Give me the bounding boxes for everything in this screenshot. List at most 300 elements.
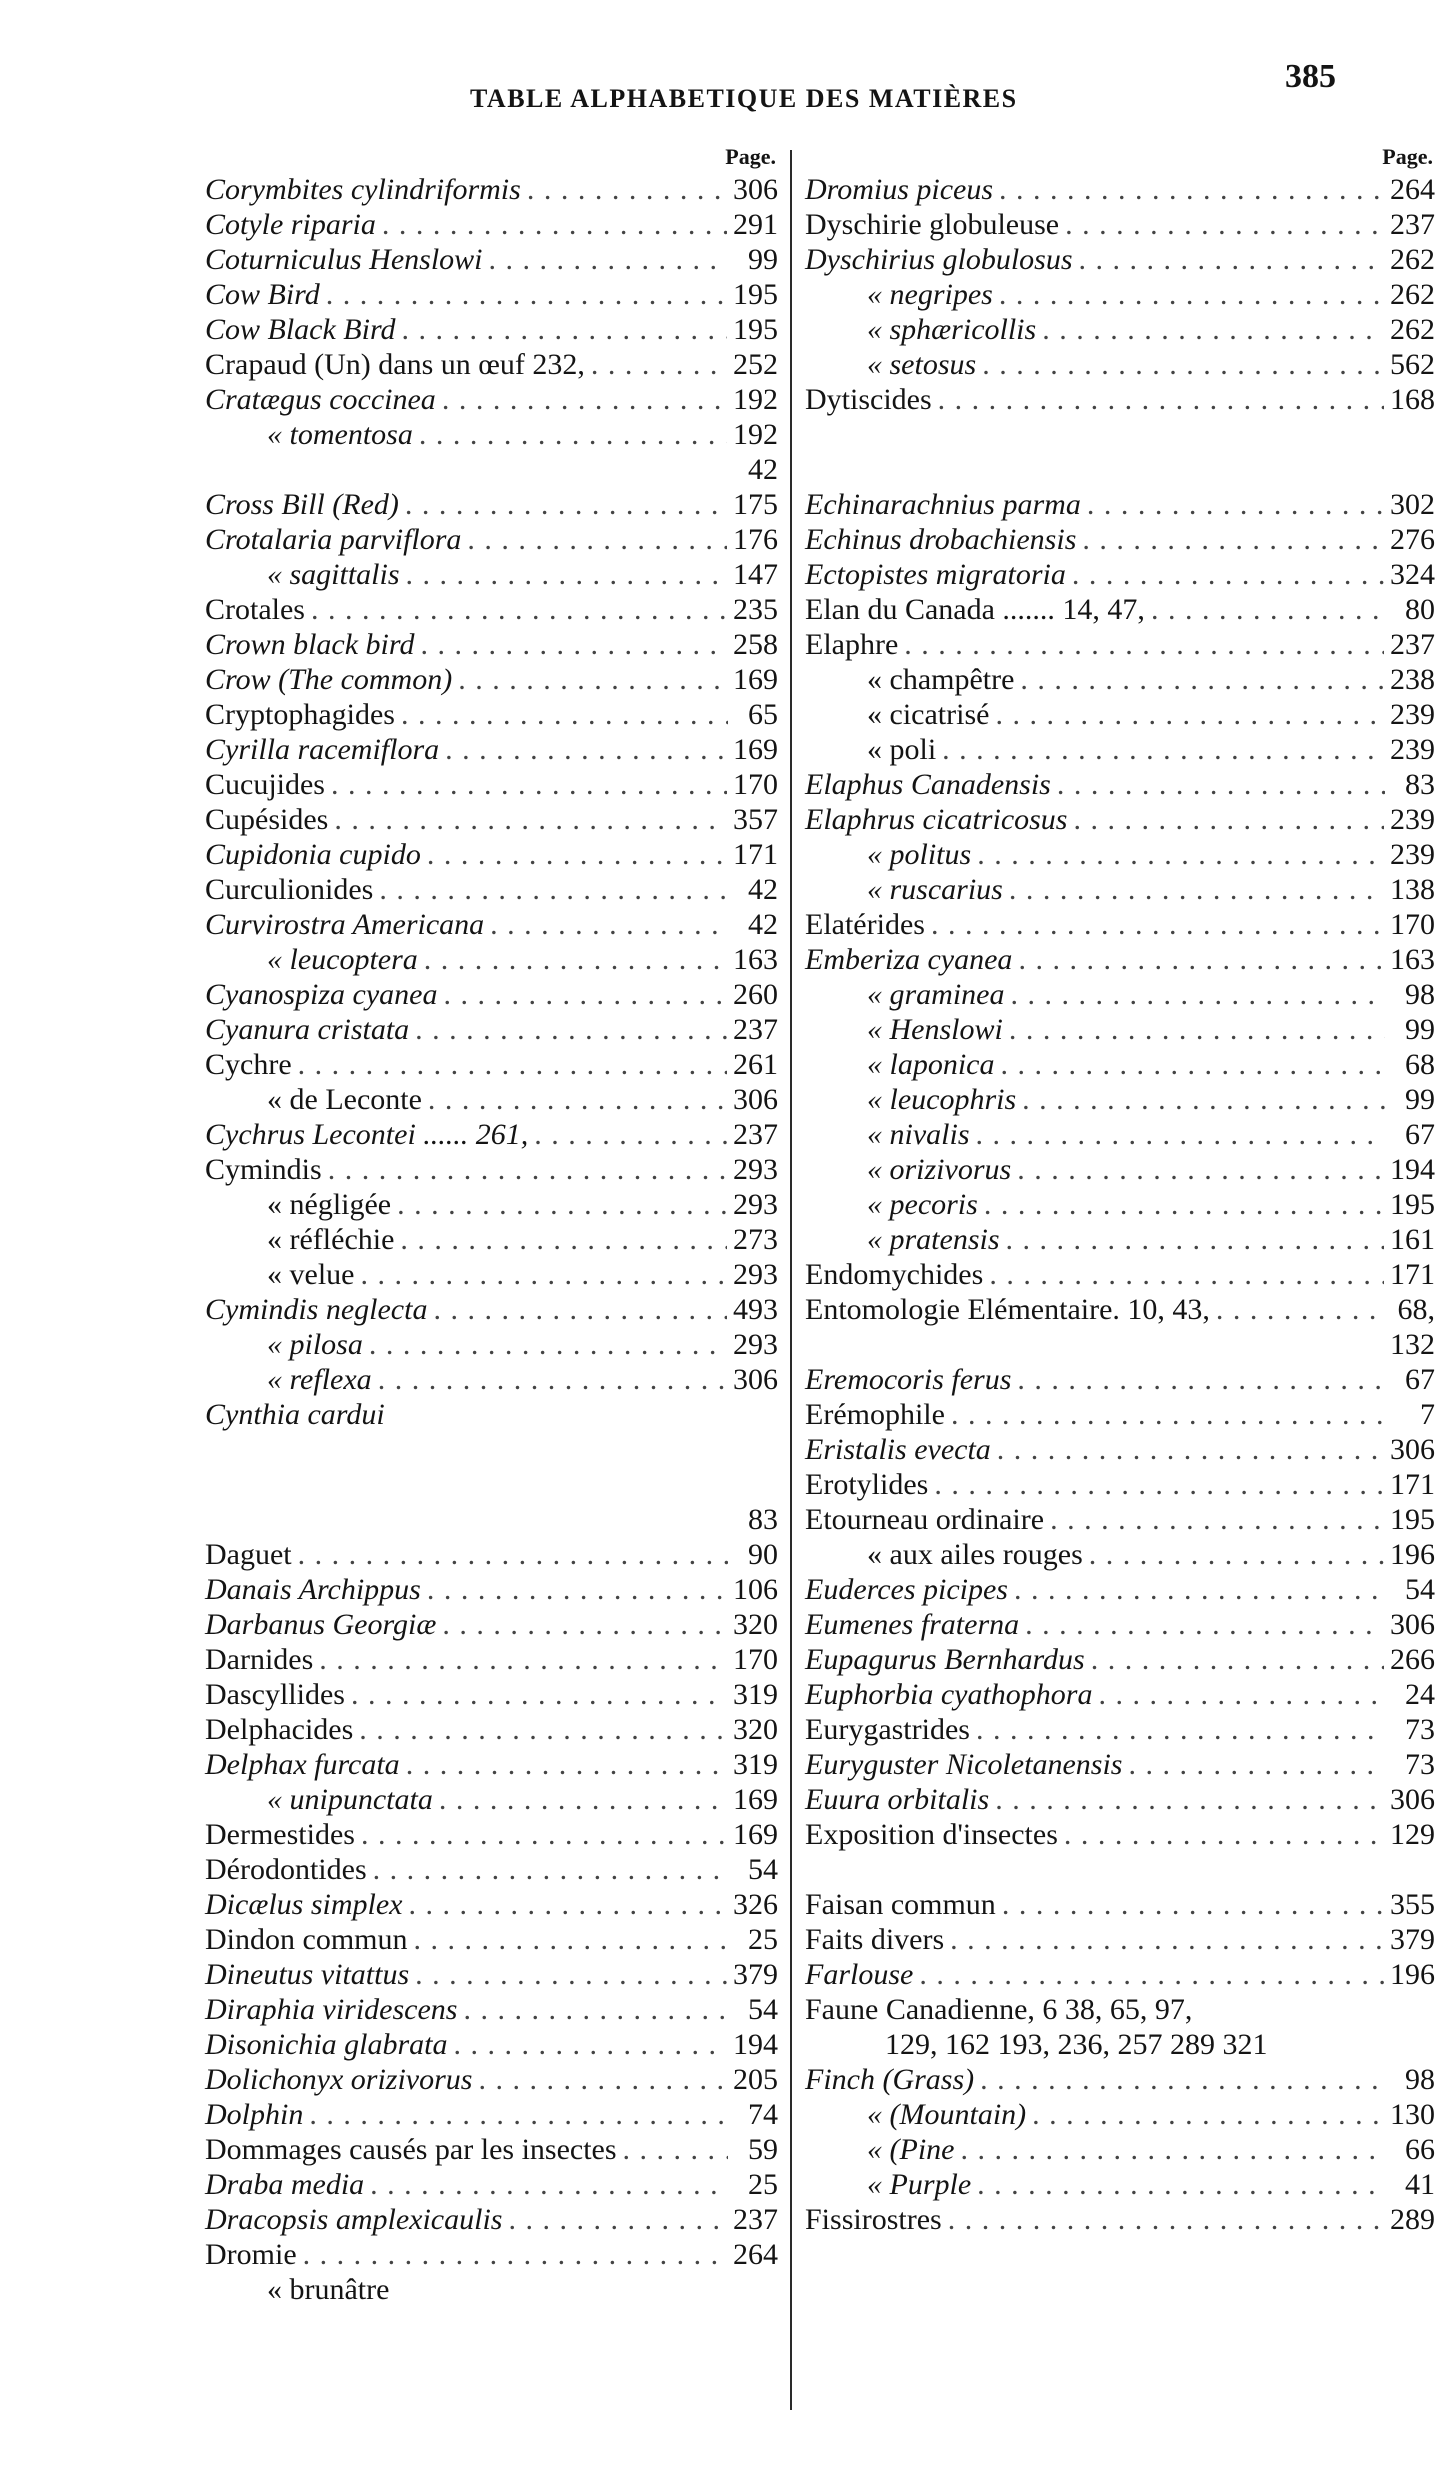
entry-term: « réfléchie: [267, 1223, 395, 1256]
index-entry: [205, 872, 778, 907]
index-entry: [205, 1537, 778, 1572]
index-entry: [805, 347, 1435, 382]
index-entry: [805, 942, 1435, 977]
leader-dots: [1057, 767, 1385, 802]
entry-term: Emberiza cyanea: [805, 943, 1013, 976]
entry-page-number: 357: [733, 803, 778, 836]
index-entry: [205, 1012, 778, 1047]
leader-dots: [402, 312, 727, 347]
entry-page-number: 355: [1390, 1888, 1435, 1921]
entry-term: Crow (The common): [205, 663, 453, 696]
entry-term: « négligée: [267, 1188, 392, 1221]
entry-term: « champêtre: [867, 663, 1015, 696]
index-entry: [205, 1397, 778, 1432]
leader-dots: [919, 1957, 1384, 1992]
index-entry: [805, 2062, 1435, 2097]
entry-page-number: 235: [733, 593, 778, 626]
leader-dots: [334, 802, 727, 837]
index-entry: [205, 592, 778, 627]
index-entry: [805, 732, 1435, 767]
index-entry: [805, 1572, 1435, 1607]
entry-page-number: 562: [1390, 348, 1435, 381]
entry-page-number: 196: [1390, 1538, 1435, 1571]
page-title: TABLE ALPHABETIQUE DES MATIÈRES: [470, 84, 1018, 113]
entry-term: Dolichonyx orizivorus: [205, 2063, 473, 2096]
index-entry: [805, 557, 1435, 592]
leader-dots: [989, 1257, 1384, 1292]
entry-page-number: 170: [733, 768, 778, 801]
entry-page-number: 54: [748, 1993, 778, 2026]
entry-term: Delphax furcata: [205, 1748, 400, 1781]
entry-page-number: 237: [1390, 208, 1435, 241]
leader-dots: [980, 2062, 1385, 2097]
entry-term: « leucoptera: [267, 943, 418, 976]
leader-dots: [443, 977, 727, 1012]
entry-page-number: 163: [1390, 943, 1435, 976]
entry-page-number: 262: [1390, 243, 1435, 276]
index-entry: [205, 1712, 778, 1747]
entry-term: « velue: [267, 1258, 355, 1291]
index-entry: [805, 1222, 1435, 1257]
index-entry: [205, 1607, 778, 1642]
index-entry: [805, 1712, 1435, 1747]
leader-dots: [397, 1187, 727, 1222]
entry-page-number: 237: [1390, 628, 1435, 661]
entry-term: Crown black bird: [205, 628, 415, 661]
leader-dots: [415, 1012, 727, 1047]
index-entry: [205, 732, 778, 767]
index-entry: [205, 1432, 778, 1467]
entry-term: Dytiscides: [805, 383, 932, 416]
entry-term: Elaphre: [805, 628, 899, 661]
entry-term: « aux ailes rouges: [867, 1538, 1083, 1571]
leader-dots: [424, 942, 727, 977]
entry-page-number: 276: [1390, 523, 1435, 556]
entry-page-number: 195: [733, 278, 778, 311]
index-entry: [805, 417, 1435, 452]
leader-dots: [359, 1712, 727, 1747]
leader-dots: [1065, 207, 1384, 242]
index-entry: [805, 487, 1435, 522]
entry-page-number: 129: [1390, 1818, 1435, 1851]
leader-dots: [419, 417, 727, 452]
index-entry: [205, 347, 778, 382]
leader-dots: [951, 1397, 1385, 1432]
entry-page-number: 90: [748, 1538, 778, 1571]
index-entry: [205, 1642, 778, 1677]
left-entry-list: [205, 172, 778, 2307]
index-entry: [805, 1747, 1435, 1782]
index-entry: [205, 207, 778, 242]
index-entry: [805, 1257, 1435, 1292]
entry-term: « cicatrisé: [867, 698, 990, 731]
leader-dots: [1017, 1152, 1384, 1187]
entry-term: Entomologie Elémentaire. 10, 43,: [805, 1293, 1210, 1326]
leader-dots: [1098, 1677, 1385, 1712]
index-entry: [205, 277, 778, 312]
entry-page-number: 237: [733, 1118, 778, 1151]
leader-dots: [370, 2167, 728, 2202]
entry-term: « ruscarius: [867, 873, 1003, 906]
entry-page-number: 306: [733, 1083, 778, 1116]
entry-term: Finch (Grass): [805, 2063, 975, 2096]
leader-dots: [1050, 1502, 1384, 1537]
leader-dots: [982, 347, 1384, 382]
entry-page-number: 306: [1390, 1433, 1435, 1466]
entry-page-number: 306: [733, 1363, 778, 1396]
entry-term: « politus: [867, 838, 972, 871]
index-entry: [805, 627, 1435, 662]
entry-term: Elan du Canada ....... 14, 47,: [805, 593, 1145, 626]
leader-dots: [997, 1432, 1384, 1467]
entry-page-number: 74: [748, 2098, 778, 2131]
leader-dots: [623, 2132, 728, 2167]
index-entry: [805, 1012, 1435, 1047]
leader-dots: [1011, 977, 1386, 1012]
index-entry: [805, 1957, 1435, 1992]
entry-page-number: 42: [748, 873, 778, 906]
entry-page-number: 99: [1405, 1013, 1435, 1046]
entry-term: Faisan commun: [805, 1888, 996, 1921]
entry-term: Cotyle riparia: [205, 208, 376, 241]
leader-dots: [960, 2132, 1385, 2167]
entry-term: Erotylides: [805, 1468, 929, 1501]
entry-page-number: 261: [733, 1048, 778, 1081]
entry-page-number: 168: [1390, 383, 1435, 416]
entry-page-number: 138: [1390, 873, 1435, 906]
leader-dots: [999, 172, 1384, 207]
entry-page-number: 195: [1390, 1503, 1435, 1536]
entry-term: « sphæricollis: [867, 313, 1037, 346]
leader-dots: [1025, 1607, 1384, 1642]
leader-dots: [1079, 242, 1384, 277]
leader-dots: [984, 1187, 1384, 1222]
leader-dots: [1087, 487, 1384, 522]
index-entry: [205, 382, 778, 417]
index-entry: [805, 592, 1435, 627]
index-entry: [805, 1152, 1435, 1187]
leader-dots: [478, 2062, 727, 2097]
entry-page-number: 7: [1420, 1398, 1435, 1431]
entry-page-number: 379: [1390, 1923, 1435, 1956]
index-entry: [805, 522, 1435, 557]
entry-page-number: 169: [733, 733, 778, 766]
leader-dots: [439, 1782, 727, 1817]
index-entry: [205, 1572, 778, 1607]
entry-term: Corymbites cylindriformis: [205, 173, 521, 206]
entry-term: Eristalis evecta: [805, 1433, 991, 1466]
index-entry: [805, 1922, 1435, 1957]
index-entry: [805, 1992, 1435, 2027]
leader-dots: [976, 1712, 1385, 1747]
index-entry: [805, 1117, 1435, 1152]
index-entry: [205, 2237, 778, 2272]
entry-term: Etourneau ordinaire: [805, 1503, 1045, 1536]
entry-term: « de Leconte: [267, 1083, 422, 1116]
entry-page-number: 320: [733, 1608, 778, 1641]
leader-dots: [591, 347, 727, 382]
entry-page-number: 106: [733, 1573, 778, 1606]
entry-page-number: 24: [1405, 1678, 1435, 1711]
leader-dots: [442, 1607, 727, 1642]
entry-term: « Purple: [867, 2168, 972, 2201]
index-entry: [205, 1292, 778, 1327]
entry-term: « reflexa: [267, 1363, 372, 1396]
index-entry: [805, 697, 1435, 732]
index-entry: [805, 977, 1435, 1012]
entry-term: Cupidonia cupido: [205, 838, 421, 871]
entry-term: Euryguster Nicoletanensis: [805, 1748, 1123, 1781]
entry-page-number: 163: [733, 943, 778, 976]
entry-page-number: 171: [1390, 1258, 1435, 1291]
leader-dots: [1032, 2097, 1384, 2132]
index-entry: [205, 1467, 778, 1502]
index-entry: [805, 837, 1435, 872]
entry-page-number: 192: [733, 418, 778, 451]
entry-term: Crotales: [205, 593, 305, 626]
leader-dots: [405, 487, 727, 522]
index-entry: [205, 557, 778, 592]
entry-page-number: 252: [733, 348, 778, 381]
right-index-column: [805, 142, 1435, 2237]
entry-page-number: 59: [748, 2133, 778, 2166]
column-divider: [790, 150, 792, 2410]
leader-dots: [445, 732, 727, 767]
entry-page-number: 239: [1390, 698, 1435, 731]
index-entry: [805, 382, 1435, 417]
index-entry: [205, 417, 778, 452]
entry-page-number: 320: [733, 1713, 778, 1746]
entry-page-number: 80: [1405, 593, 1435, 626]
entry-page-number: 65: [748, 698, 778, 731]
index-entry: [205, 1222, 778, 1257]
entry-page-number: 67: [1405, 1118, 1435, 1151]
leader-dots: [995, 697, 1384, 732]
leader-dots: [433, 1292, 727, 1327]
index-entry: [205, 977, 778, 1012]
index-entry: [805, 1082, 1435, 1117]
leader-dots: [1151, 592, 1385, 627]
index-entry: [805, 1292, 1435, 1327]
entry-term: Cymindis: [205, 1153, 322, 1186]
entry-page-number: 25: [748, 1923, 778, 1956]
index-entry: [805, 802, 1435, 837]
leader-dots: [382, 207, 727, 242]
index-entry: [805, 2027, 1435, 2062]
index-entry: [805, 452, 1435, 487]
entry-page-number: 176: [733, 523, 778, 556]
index-entry: [205, 1817, 778, 1852]
index-entry: [805, 1607, 1435, 1642]
index-entry: [205, 1887, 778, 1922]
leader-dots: [950, 1922, 1384, 1957]
entry-term: « poli: [867, 733, 937, 766]
entry-term: Curculionides: [205, 873, 374, 906]
entry-term: « tomentosa: [267, 418, 413, 451]
entry-term: « brunâtre: [267, 2273, 390, 2306]
index-entry: [805, 1362, 1435, 1397]
entry-page-number: 293: [733, 1258, 778, 1291]
entry-term: Elaphrus cicatricosus: [805, 803, 1068, 836]
entry-term: Cyanospiza cyanea: [205, 978, 438, 1011]
entry-page-number: 262: [1390, 313, 1435, 346]
entry-term: « (Mountain): [867, 2098, 1027, 2131]
entry-page-number: 264: [1390, 173, 1435, 206]
entry-page-number: 291: [733, 208, 778, 241]
entry-page-number: 175: [733, 488, 778, 521]
leader-dots: [942, 732, 1384, 767]
entry-term: « nivalis: [867, 1118, 970, 1151]
entry-page-number: 324: [1390, 558, 1435, 591]
entry-term: « pecoris: [867, 1188, 978, 1221]
entry-page-number: 169: [733, 663, 778, 696]
leader-dots: [427, 837, 727, 872]
index-entry: [205, 1362, 778, 1397]
leader-dots: [995, 1782, 1384, 1817]
entry-term: Farlouse: [805, 1958, 914, 1991]
leader-dots: [298, 1047, 727, 1082]
leader-dots: [1072, 557, 1384, 592]
entry-page-number: 262: [1390, 278, 1435, 311]
index-entry: [805, 1782, 1435, 1817]
entry-page-number: 194: [733, 2028, 778, 2061]
entry-term: Draba media: [205, 2168, 365, 2201]
leader-dots: [938, 382, 1384, 417]
index-entry: [205, 1992, 778, 2027]
entry-term: « negripes: [867, 278, 993, 311]
entry-page-number: 319: [733, 1748, 778, 1781]
entry-term: Dommages causés par les insectes: [205, 2133, 617, 2166]
leader-dots: [442, 382, 727, 417]
entry-term: Cratægus coccinea: [205, 383, 436, 416]
entry-page-number: 306: [733, 173, 778, 206]
entry-term: Dromie: [205, 2238, 297, 2271]
leader-dots: [420, 627, 727, 662]
leader-dots: [1089, 1537, 1384, 1572]
left-index-column: [205, 142, 778, 2307]
index-entry: [205, 1187, 778, 1222]
entry-page-number: 41: [1405, 2168, 1435, 2201]
leader-dots: [328, 1152, 727, 1187]
index-entry: [805, 1677, 1435, 1712]
leader-dots: [1074, 802, 1385, 837]
index-entry: [805, 1887, 1435, 1922]
leader-dots: [351, 1677, 727, 1712]
entry-page-number: 237: [733, 1013, 778, 1046]
entry-term: Darbanus Georgiæ: [205, 1608, 437, 1641]
leader-dots: [415, 1957, 727, 1992]
entry-term: Eremocoris ferus: [805, 1363, 1012, 1396]
entry-term: Cyrilla racemiflora: [205, 733, 440, 766]
entry-page-number: 319: [733, 1678, 778, 1711]
entry-term: Dérodontides: [205, 1853, 367, 1886]
index-entry: [205, 452, 778, 487]
leader-dots: [1064, 1817, 1384, 1852]
index-entry: [205, 312, 778, 347]
index-entry: [805, 312, 1435, 347]
leader-dots: [326, 277, 727, 312]
entry-term: « (Pine: [867, 2133, 955, 2166]
entry-page-number: 293: [733, 1188, 778, 1221]
leader-dots: [1216, 1292, 1385, 1327]
leader-dots: [490, 907, 728, 942]
leader-dots: [1006, 1222, 1384, 1257]
leader-dots: [427, 1572, 727, 1607]
index-entry: [805, 242, 1435, 277]
leader-dots: [331, 767, 727, 802]
index-entry: [205, 627, 778, 662]
entry-page-number: 293: [733, 1153, 778, 1186]
leader-dots: [378, 1362, 727, 1397]
entry-page-number: 98: [1405, 2063, 1435, 2096]
entry-page-number: 147: [733, 558, 778, 591]
leader-dots: [1002, 1887, 1384, 1922]
index-entry: [205, 2062, 778, 2097]
entry-page-number: 239: [1390, 803, 1435, 836]
entry-term: Dermestides: [205, 1818, 355, 1851]
index-entry: [805, 1432, 1435, 1467]
leader-dots: [904, 627, 1384, 662]
entry-page-number: 171: [1390, 1468, 1435, 1501]
entry-term: Dromius piceus: [805, 173, 994, 206]
entry-page-number: 289: [1390, 2203, 1435, 2236]
leader-dots: [1009, 1012, 1385, 1047]
entry-term: Danais Archippus: [205, 1573, 421, 1606]
index-entry: [805, 1047, 1435, 1082]
entry-term: Fissirostres: [805, 2203, 942, 2236]
entry-page-number: 264: [733, 2238, 778, 2271]
entry-page-number: 161: [1390, 1223, 1435, 1256]
index-entry: [205, 1502, 778, 1537]
index-entry: [805, 277, 1435, 312]
index-entry: [205, 1327, 778, 1362]
index-entry: [205, 2132, 778, 2167]
entry-term: 129, 162 193, 236, 257 289 321: [885, 2028, 1268, 2061]
leader-dots: [414, 1922, 729, 1957]
leader-dots: [311, 592, 727, 627]
index-entry: [205, 837, 778, 872]
entry-page-number: 493: [733, 1293, 778, 1326]
entry-page-number: 67: [1405, 1363, 1435, 1396]
entry-page-number: 42: [748, 453, 778, 486]
leader-dots: [361, 1817, 727, 1852]
index-entry: [205, 1082, 778, 1117]
entry-page-number: 195: [1390, 1188, 1435, 1221]
index-entry: [805, 172, 1435, 207]
entry-page-number: 66: [1405, 2133, 1435, 2166]
entry-term: Cyanura cristata: [205, 1013, 410, 1046]
entry-term: Euderces picipes: [805, 1573, 1008, 1606]
entry-term: Cychrus Lecontei ...... 261,: [205, 1118, 529, 1151]
entry-term: « Henslowi: [867, 1013, 1003, 1046]
entry-page-number: 99: [1405, 1083, 1435, 1116]
entry-term: « pilosa: [267, 1328, 363, 1361]
leader-dots: [1017, 1362, 1385, 1397]
leader-dots: [1128, 1747, 1385, 1782]
entry-term: Cychre: [205, 1048, 292, 1081]
entry-term: « unipunctata: [267, 1783, 433, 1816]
entry-term: Cryptophagides: [205, 698, 395, 731]
entry-term: Disonichia glabrata: [205, 2028, 448, 2061]
entry-page-number: 196: [1390, 1958, 1435, 1991]
entry-term: « graminea: [867, 978, 1005, 1011]
index-entry: [805, 1187, 1435, 1222]
entry-page-number: 194: [1390, 1153, 1435, 1186]
entry-page-number: 239: [1390, 838, 1435, 871]
leader-dots: [977, 2167, 1385, 2202]
index-entry: [205, 2097, 778, 2132]
index-entry: [805, 1852, 1435, 1887]
